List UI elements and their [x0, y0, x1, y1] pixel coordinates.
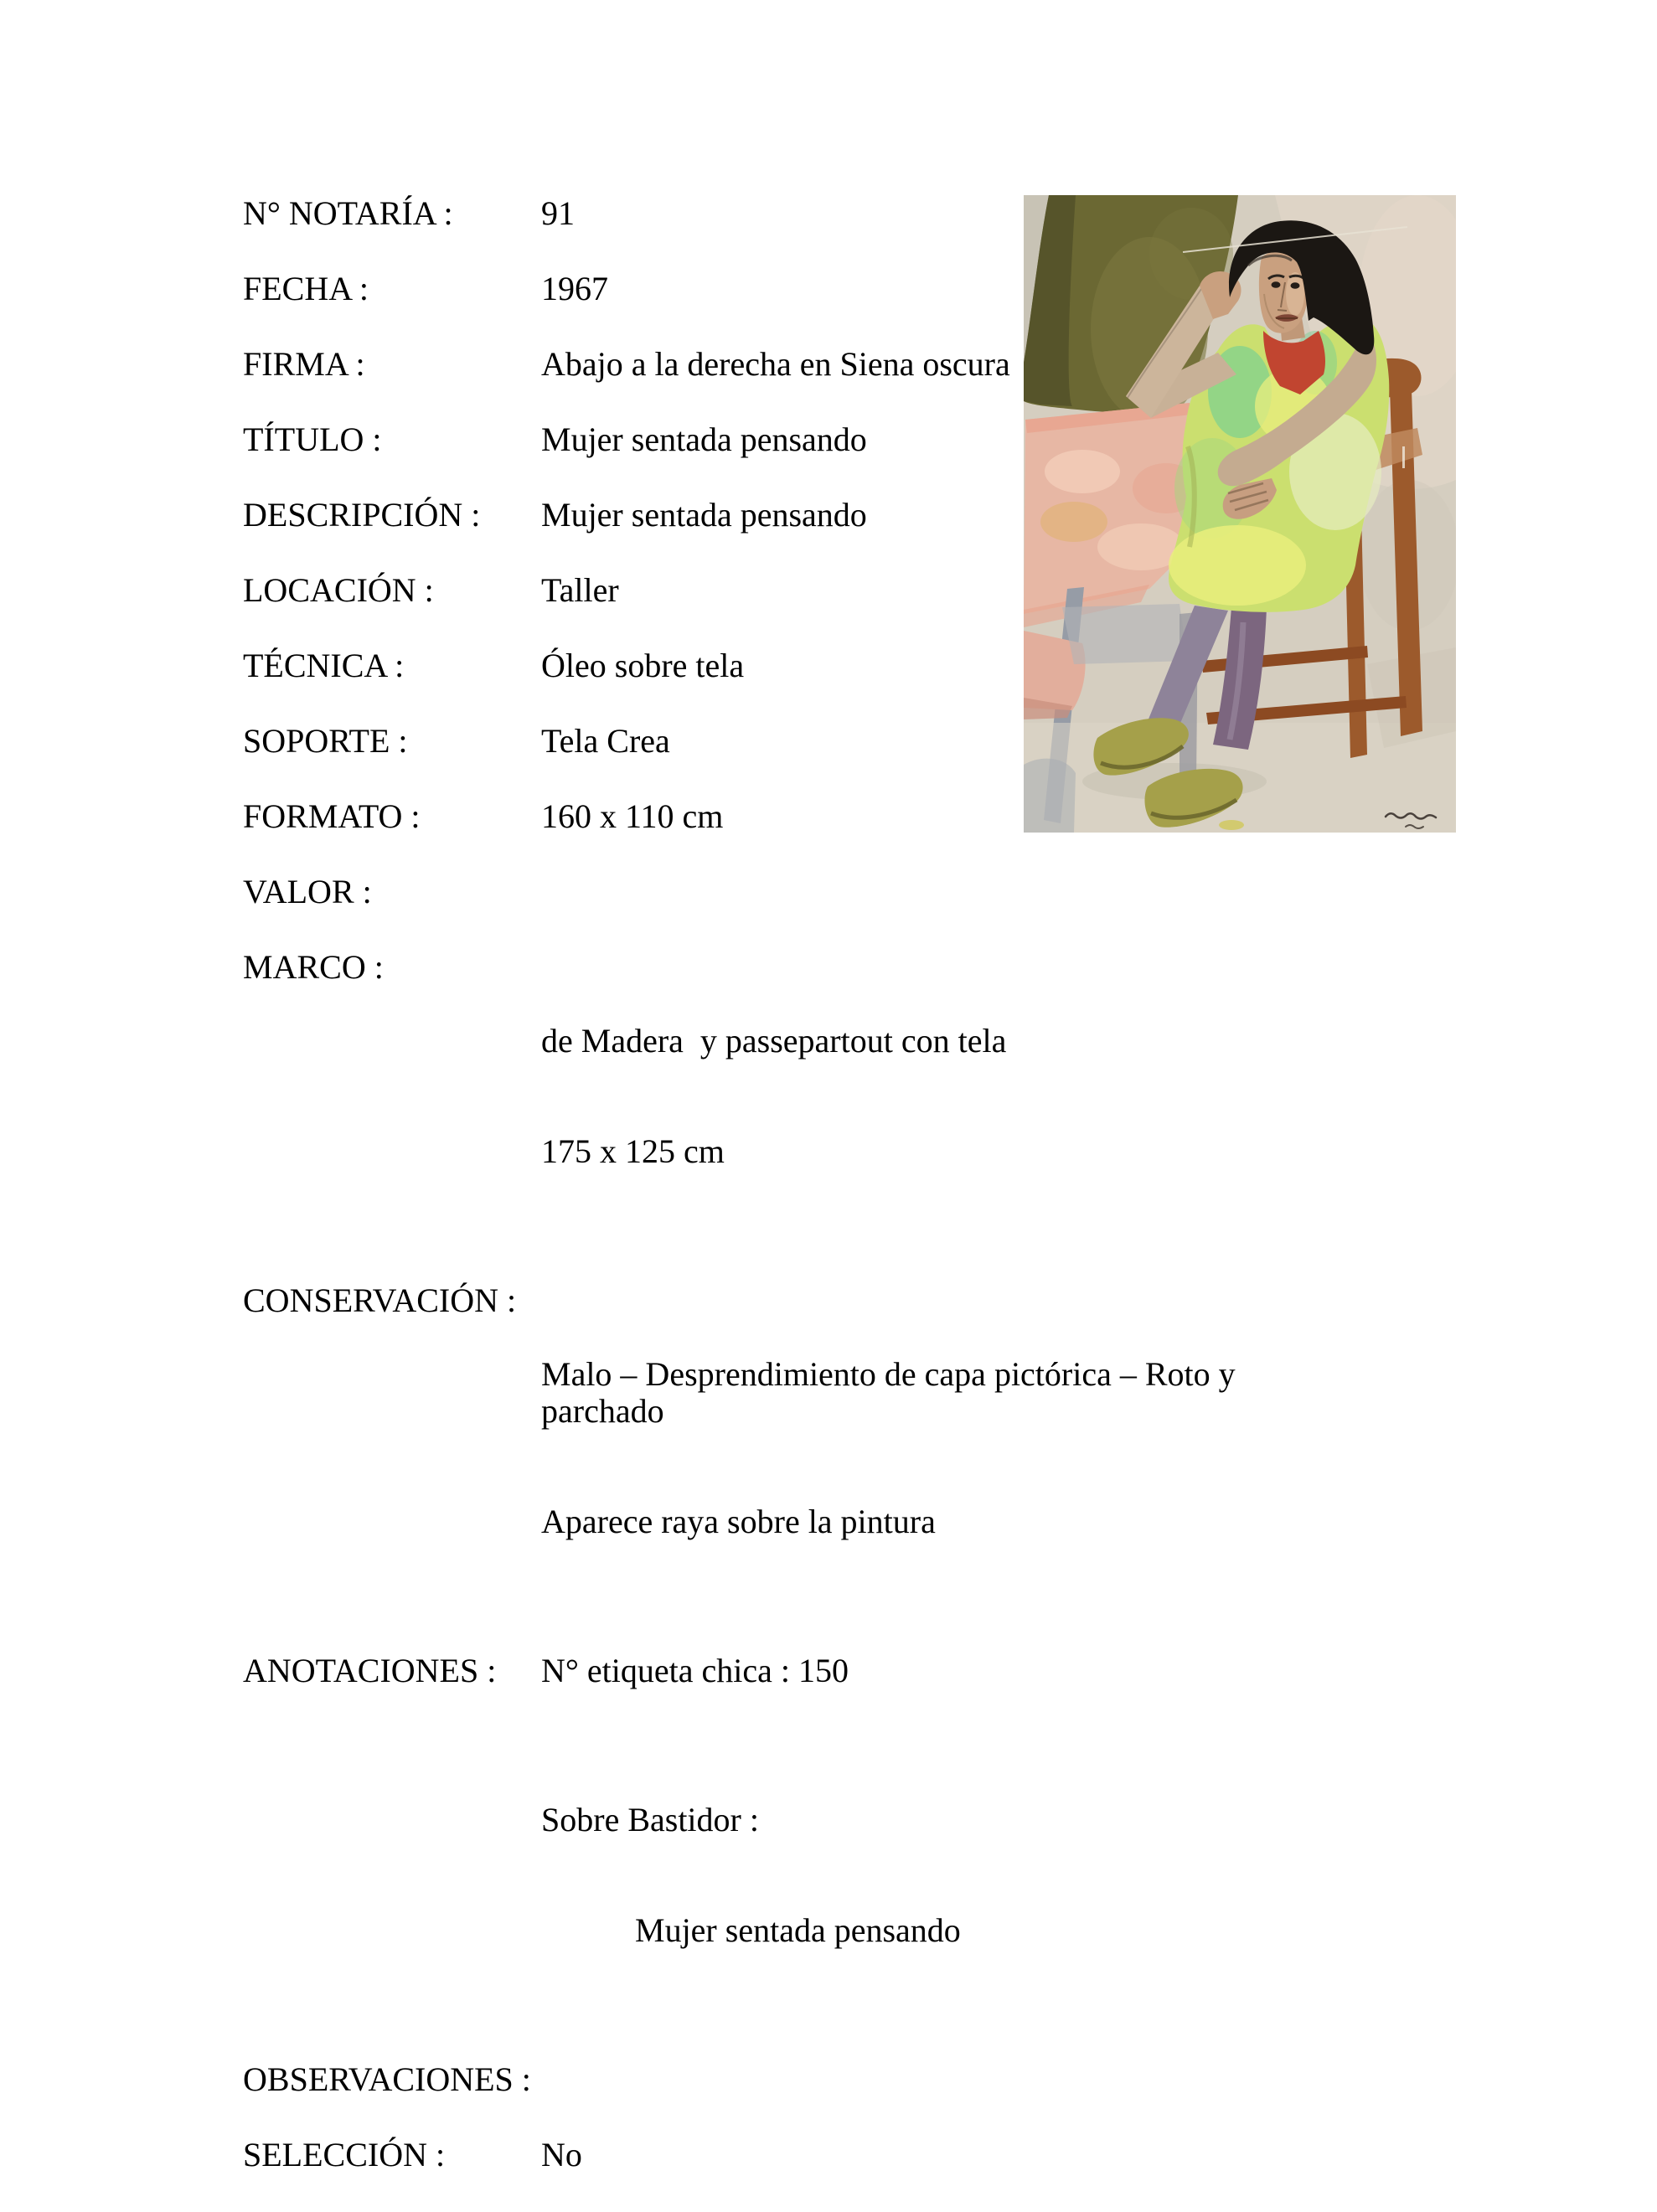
- field-label: N° NOTARÍA :: [243, 194, 453, 232]
- field-value: Tela Crea: [541, 722, 670, 760]
- field-seleccion: [243, 2137, 1315, 2173]
- field-value: N° etiqueta chica : 150: [541, 1652, 849, 1689]
- field-sobre-bastidor: [243, 1728, 1315, 2023]
- field-value: Mujer sentada pensando: [541, 496, 867, 534]
- field-value: Mujer sentada pensando: [635, 1911, 961, 1949]
- figure-eye-right: [1291, 282, 1300, 289]
- field-label: FORMATO :: [243, 797, 421, 835]
- field-value: Sobre Bastidor :: [541, 1801, 759, 1838]
- field-value: 91: [541, 194, 575, 232]
- field-label: [243, 1728, 541, 2023]
- field-valor: [243, 874, 1315, 910]
- field-label: FIRMA :: [243, 345, 365, 383]
- field-label: ANOTACIONES :: [243, 1652, 497, 1689]
- field-label: LOCACIÓN :: [243, 571, 434, 609]
- painting-canvas: [1024, 195, 1456, 833]
- field-label: TÍTULO :: [243, 420, 382, 458]
- field-marco: [243, 949, 1315, 1244]
- field-label: SOPORTE :: [243, 722, 408, 760]
- field-label: TÉCNICA :: [243, 647, 405, 684]
- field-label: DESCRIPCIÓN :: [243, 496, 481, 534]
- field-label: CONSERVACIÓN :: [243, 1281, 517, 1319]
- field-value: de Madera y passepartout con tela: [541, 1022, 1007, 1060]
- field-value: Malo – Desprendimiento de capa pictórica – Roto y parchado: [541, 1355, 1244, 1430]
- field-value: Óleo sobre tela: [541, 647, 745, 684]
- figure-eye-left: [1272, 281, 1281, 288]
- field-value: Mujer sentada pensando: [541, 420, 867, 458]
- field-value: No: [541, 2136, 582, 2173]
- field-conservacion: [243, 1282, 1315, 1614]
- field-value: 1967: [541, 270, 608, 307]
- field-value: Taller: [541, 571, 619, 609]
- field-value: 160 x 110 cm: [541, 797, 724, 835]
- field-observaciones: [243, 2061, 1315, 2098]
- field-anotaciones: [243, 1653, 1315, 1689]
- field-label: OBSERVACIONES :: [243, 2060, 531, 2098]
- field-value: 175 x 125 cm: [541, 1132, 725, 1170]
- field-value: Abajo a la derecha en Siena oscura: [541, 345, 1010, 383]
- artwork-photo-mujer-sentada: [1024, 195, 1456, 833]
- field-label: SELECCIÓN :: [243, 2136, 446, 2173]
- field-value: Aparece raya sobre la pintura: [541, 1503, 936, 1540]
- field-label: VALOR :: [243, 873, 372, 910]
- field-label: FECHA :: [243, 270, 369, 307]
- field-label: MARCO :: [243, 948, 384, 986]
